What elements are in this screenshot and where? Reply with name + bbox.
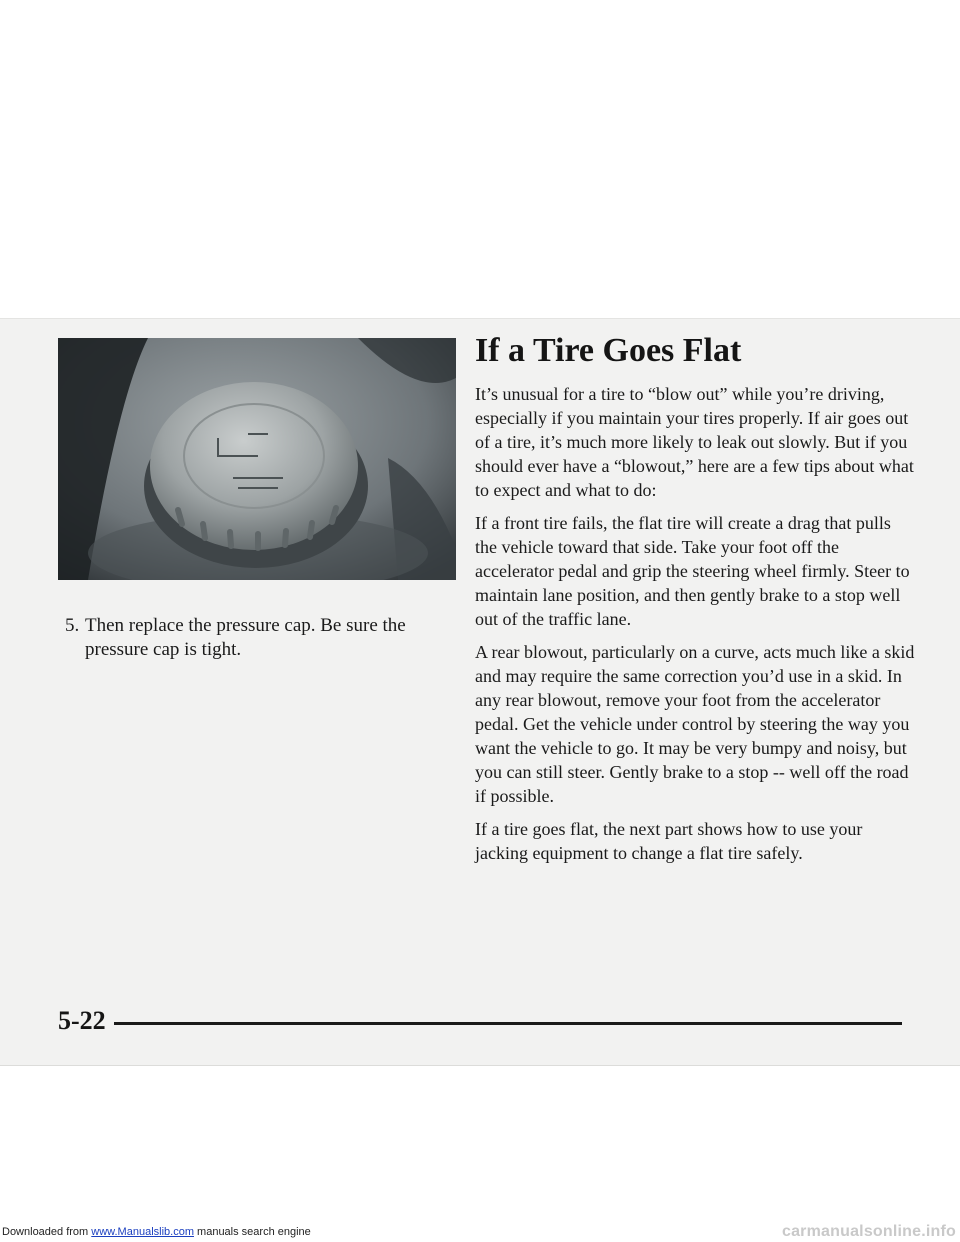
section-title: If a Tire Goes Flat [475,332,742,369]
site-watermark: carmanualsonline.info [781,1223,956,1240]
download-suffix: manuals search engine [193,1226,311,1238]
paragraph-1: It’s unusual for a tire to “blow out” while you’re driving, especially if you maintain your tires properly. If air goes out of a tire, it’s much more likely to leak out slowly. But if you should ever have a “blowout,” here are a few tips about what to expect and what to do: [475,384,914,500]
section-body [475,382,915,874]
pressure-cap-illustration [58,338,456,580]
step-5 [65,614,465,662]
page-number: 5-22 [58,1006,106,1035]
paragraph-2: If a front tire fails, the flat tire will create a drag that pulls the vehicle toward that side. Take your foot off the accelerator pedal and grip the steering wheel firmly. Steer to maintain lane position, and then gently brake to a stop well out of the traffic lane. [475,513,910,629]
download-bar [0,1222,960,1242]
manualslib-link[interactable]: www.Manualslib.com [91,1226,194,1238]
step-number: 5. [65,615,80,636]
footer-rule [114,1022,902,1025]
paragraph-3: A rear blowout, particularly on a curve, acts much like a skid and may require the same correction you’d use in a skid. In any rear blowout, remove your foot from the accelerator pedal. Get the vehicle under control by steering the way you want the vehicle to go. It may be very bumpy and noisy, but you can still steer. Gently brake to a stop -- well off the road if possible. [475,642,915,806]
pressure-cap-photo [58,338,456,580]
paragraph-4: If a tire goes flat, the next part shows how to use your jacking equipment to change a flat tire safely. [475,819,863,863]
download-notice [2,1222,311,1242]
step-text: Then replace the pressure cap. Be sure the pressure cap is tight. [85,615,406,660]
download-prefix: Downloaded from [2,1226,92,1238]
